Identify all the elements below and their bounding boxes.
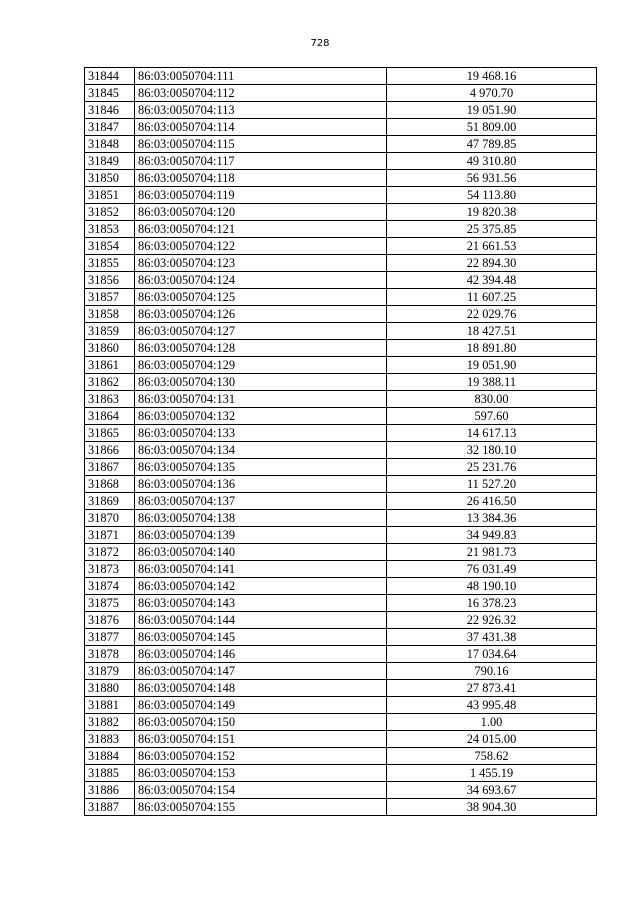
cadastral-number-cell: 86:03:0050704:141 bbox=[135, 561, 387, 578]
value-cell: 18 427.51 bbox=[387, 323, 597, 340]
value-cell: 32 180.10 bbox=[387, 442, 597, 459]
cadastral-number-cell: 86:03:0050704:154 bbox=[135, 782, 387, 799]
row-number-cell: 31886 bbox=[85, 782, 135, 799]
cadastral-number-cell: 86:03:0050704:148 bbox=[135, 680, 387, 697]
table-row bbox=[85, 646, 597, 663]
cadastral-number-cell: 86:03:0050704:111 bbox=[135, 68, 387, 85]
table-row bbox=[85, 255, 597, 272]
value-cell: 19 051.90 bbox=[387, 357, 597, 374]
value-cell: 24 015.00 bbox=[387, 731, 597, 748]
data-table bbox=[84, 67, 597, 816]
cadastral-number-cell: 86:03:0050704:118 bbox=[135, 170, 387, 187]
row-number-cell: 31879 bbox=[85, 663, 135, 680]
table-row bbox=[85, 442, 597, 459]
table-row bbox=[85, 85, 597, 102]
row-number-cell: 31867 bbox=[85, 459, 135, 476]
value-cell: 48 190.10 bbox=[387, 578, 597, 595]
value-cell: 51 809.00 bbox=[387, 119, 597, 136]
table-row bbox=[85, 799, 597, 816]
cadastral-number-cell: 86:03:0050704:126 bbox=[135, 306, 387, 323]
value-cell: 19 388.11 bbox=[387, 374, 597, 391]
value-cell: 25 231.76 bbox=[387, 459, 597, 476]
table-row bbox=[85, 323, 597, 340]
row-number-cell: 31874 bbox=[85, 578, 135, 595]
table-row bbox=[85, 612, 597, 629]
cadastral-number-cell: 86:03:0050704:128 bbox=[135, 340, 387, 357]
row-number-cell: 31876 bbox=[85, 612, 135, 629]
cadastral-number-cell: 86:03:0050704:134 bbox=[135, 442, 387, 459]
value-cell: 19 051.90 bbox=[387, 102, 597, 119]
row-number-cell: 31853 bbox=[85, 221, 135, 238]
cadastral-number-cell: 86:03:0050704:140 bbox=[135, 544, 387, 561]
table-row bbox=[85, 170, 597, 187]
cadastral-number-cell: 86:03:0050704:129 bbox=[135, 357, 387, 374]
value-cell: 26 416.50 bbox=[387, 493, 597, 510]
value-cell: 18 891.80 bbox=[387, 340, 597, 357]
value-cell: 17 034.64 bbox=[387, 646, 597, 663]
cadastral-number-cell: 86:03:0050704:121 bbox=[135, 221, 387, 238]
row-number-cell: 31871 bbox=[85, 527, 135, 544]
table-row bbox=[85, 340, 597, 357]
cadastral-number-cell: 86:03:0050704:119 bbox=[135, 187, 387, 204]
table-row bbox=[85, 102, 597, 119]
row-number-cell: 31850 bbox=[85, 170, 135, 187]
value-cell: 42 394.48 bbox=[387, 272, 597, 289]
cadastral-number-cell: 86:03:0050704:130 bbox=[135, 374, 387, 391]
row-number-cell: 31885 bbox=[85, 765, 135, 782]
value-cell: 830.00 bbox=[387, 391, 597, 408]
row-number-cell: 31851 bbox=[85, 187, 135, 204]
row-number-cell: 31881 bbox=[85, 697, 135, 714]
cadastral-number-cell: 86:03:0050704:125 bbox=[135, 289, 387, 306]
row-number-cell: 31870 bbox=[85, 510, 135, 527]
value-cell: 38 904.30 bbox=[387, 799, 597, 816]
cadastral-number-cell: 86:03:0050704:152 bbox=[135, 748, 387, 765]
page-number: 728 bbox=[310, 38, 330, 49]
value-cell: 43 995.48 bbox=[387, 697, 597, 714]
row-number-cell: 31866 bbox=[85, 442, 135, 459]
row-number-cell: 31860 bbox=[85, 340, 135, 357]
table-row bbox=[85, 765, 597, 782]
table-row bbox=[85, 680, 597, 697]
row-number-cell: 31877 bbox=[85, 629, 135, 646]
row-number-cell: 31844 bbox=[85, 68, 135, 85]
cadastral-number-cell: 86:03:0050704:135 bbox=[135, 459, 387, 476]
cadastral-number-cell: 86:03:0050704:137 bbox=[135, 493, 387, 510]
cadastral-number-cell: 86:03:0050704:144 bbox=[135, 612, 387, 629]
cadastral-number-cell: 86:03:0050704:147 bbox=[135, 663, 387, 680]
row-number-cell: 31845 bbox=[85, 85, 135, 102]
value-cell: 21 981.73 bbox=[387, 544, 597, 561]
table-row bbox=[85, 544, 597, 561]
row-number-cell: 31872 bbox=[85, 544, 135, 561]
row-number-cell: 31883 bbox=[85, 731, 135, 748]
table-row bbox=[85, 561, 597, 578]
value-cell: 13 384.36 bbox=[387, 510, 597, 527]
row-number-cell: 31852 bbox=[85, 204, 135, 221]
table-row bbox=[85, 289, 597, 306]
table-row bbox=[85, 119, 597, 136]
value-cell: 56 931.56 bbox=[387, 170, 597, 187]
value-cell: 34 949.83 bbox=[387, 527, 597, 544]
table-row bbox=[85, 476, 597, 493]
row-number-cell: 31873 bbox=[85, 561, 135, 578]
value-cell: 21 661.53 bbox=[387, 238, 597, 255]
value-cell: 1.00 bbox=[387, 714, 597, 731]
cadastral-number-cell: 86:03:0050704:143 bbox=[135, 595, 387, 612]
row-number-cell: 31875 bbox=[85, 595, 135, 612]
value-cell: 27 873.41 bbox=[387, 680, 597, 697]
value-cell: 1 455.19 bbox=[387, 765, 597, 782]
value-cell: 11 607.25 bbox=[387, 289, 597, 306]
cadastral-number-cell: 86:03:0050704:146 bbox=[135, 646, 387, 663]
cadastral-number-cell: 86:03:0050704:113 bbox=[135, 102, 387, 119]
row-number-cell: 31863 bbox=[85, 391, 135, 408]
cadastral-number-cell: 86:03:0050704:155 bbox=[135, 799, 387, 816]
value-cell: 19 468.16 bbox=[387, 68, 597, 85]
table-row bbox=[85, 136, 597, 153]
row-number-cell: 31856 bbox=[85, 272, 135, 289]
table-row bbox=[85, 68, 597, 85]
value-cell: 22 926.32 bbox=[387, 612, 597, 629]
cadastral-number-cell: 86:03:0050704:117 bbox=[135, 153, 387, 170]
table-row bbox=[85, 459, 597, 476]
cadastral-number-cell: 86:03:0050704:131 bbox=[135, 391, 387, 408]
table-row bbox=[85, 187, 597, 204]
cadastral-number-cell: 86:03:0050704:136 bbox=[135, 476, 387, 493]
value-cell: 11 527.20 bbox=[387, 476, 597, 493]
value-cell: 25 375.85 bbox=[387, 221, 597, 238]
value-cell: 597.60 bbox=[387, 408, 597, 425]
table-row bbox=[85, 153, 597, 170]
table-row bbox=[85, 493, 597, 510]
cadastral-number-cell: 86:03:0050704:114 bbox=[135, 119, 387, 136]
row-number-cell: 31855 bbox=[85, 255, 135, 272]
row-number-cell: 31857 bbox=[85, 289, 135, 306]
row-number-cell: 31859 bbox=[85, 323, 135, 340]
cadastral-number-cell: 86:03:0050704:138 bbox=[135, 510, 387, 527]
row-number-cell: 31854 bbox=[85, 238, 135, 255]
value-cell: 16 378.23 bbox=[387, 595, 597, 612]
table-row bbox=[85, 510, 597, 527]
value-cell: 758.62 bbox=[387, 748, 597, 765]
table-row bbox=[85, 714, 597, 731]
cadastral-number-cell: 86:03:0050704:133 bbox=[135, 425, 387, 442]
table-row bbox=[85, 357, 597, 374]
table-row bbox=[85, 578, 597, 595]
row-number-cell: 31848 bbox=[85, 136, 135, 153]
cadastral-number-cell: 86:03:0050704:120 bbox=[135, 204, 387, 221]
table-row bbox=[85, 272, 597, 289]
row-number-cell: 31858 bbox=[85, 306, 135, 323]
row-number-cell: 31865 bbox=[85, 425, 135, 442]
value-cell: 4 970.70 bbox=[387, 85, 597, 102]
table-row bbox=[85, 221, 597, 238]
table-row bbox=[85, 663, 597, 680]
table-row bbox=[85, 238, 597, 255]
table-row bbox=[85, 391, 597, 408]
table-row bbox=[85, 527, 597, 544]
cadastral-number-cell: 86:03:0050704:124 bbox=[135, 272, 387, 289]
cadastral-number-cell: 86:03:0050704:139 bbox=[135, 527, 387, 544]
value-cell: 54 113.80 bbox=[387, 187, 597, 204]
value-cell: 22 029.76 bbox=[387, 306, 597, 323]
row-number-cell: 31882 bbox=[85, 714, 135, 731]
row-number-cell: 31880 bbox=[85, 680, 135, 697]
table-row bbox=[85, 782, 597, 799]
cadastral-number-cell: 86:03:0050704:150 bbox=[135, 714, 387, 731]
row-number-cell: 31887 bbox=[85, 799, 135, 816]
value-cell: 22 894.30 bbox=[387, 255, 597, 272]
row-number-cell: 31884 bbox=[85, 748, 135, 765]
row-number-cell: 31846 bbox=[85, 102, 135, 119]
row-number-cell: 31868 bbox=[85, 476, 135, 493]
cadastral-number-cell: 86:03:0050704:132 bbox=[135, 408, 387, 425]
row-number-cell: 31847 bbox=[85, 119, 135, 136]
value-cell: 790.16 bbox=[387, 663, 597, 680]
table-row bbox=[85, 629, 597, 646]
cadastral-number-cell: 86:03:0050704:145 bbox=[135, 629, 387, 646]
table-row bbox=[85, 306, 597, 323]
value-cell: 19 820.38 bbox=[387, 204, 597, 221]
table-row bbox=[85, 697, 597, 714]
cadastral-number-cell: 86:03:0050704:153 bbox=[135, 765, 387, 782]
value-cell: 14 617.13 bbox=[387, 425, 597, 442]
table-row bbox=[85, 204, 597, 221]
value-cell: 47 789.85 bbox=[387, 136, 597, 153]
row-number-cell: 31878 bbox=[85, 646, 135, 663]
cadastral-number-cell: 86:03:0050704:122 bbox=[135, 238, 387, 255]
cadastral-number-cell: 86:03:0050704:151 bbox=[135, 731, 387, 748]
row-number-cell: 31849 bbox=[85, 153, 135, 170]
row-number-cell: 31861 bbox=[85, 357, 135, 374]
value-cell: 49 310.80 bbox=[387, 153, 597, 170]
table-row bbox=[85, 595, 597, 612]
cadastral-number-cell: 86:03:0050704:112 bbox=[135, 85, 387, 102]
table-body bbox=[85, 68, 597, 816]
value-cell: 37 431.38 bbox=[387, 629, 597, 646]
value-cell: 34 693.67 bbox=[387, 782, 597, 799]
cadastral-number-cell: 86:03:0050704:149 bbox=[135, 697, 387, 714]
table-row bbox=[85, 374, 597, 391]
table-row bbox=[85, 731, 597, 748]
cadastral-number-cell: 86:03:0050704:123 bbox=[135, 255, 387, 272]
table-row bbox=[85, 408, 597, 425]
row-number-cell: 31862 bbox=[85, 374, 135, 391]
row-number-cell: 31864 bbox=[85, 408, 135, 425]
table-row bbox=[85, 748, 597, 765]
table-row bbox=[85, 425, 597, 442]
cadastral-number-cell: 86:03:0050704:142 bbox=[135, 578, 387, 595]
cadastral-number-cell: 86:03:0050704:127 bbox=[135, 323, 387, 340]
row-number-cell: 31869 bbox=[85, 493, 135, 510]
cadastral-number-cell: 86:03:0050704:115 bbox=[135, 136, 387, 153]
value-cell: 76 031.49 bbox=[387, 561, 597, 578]
